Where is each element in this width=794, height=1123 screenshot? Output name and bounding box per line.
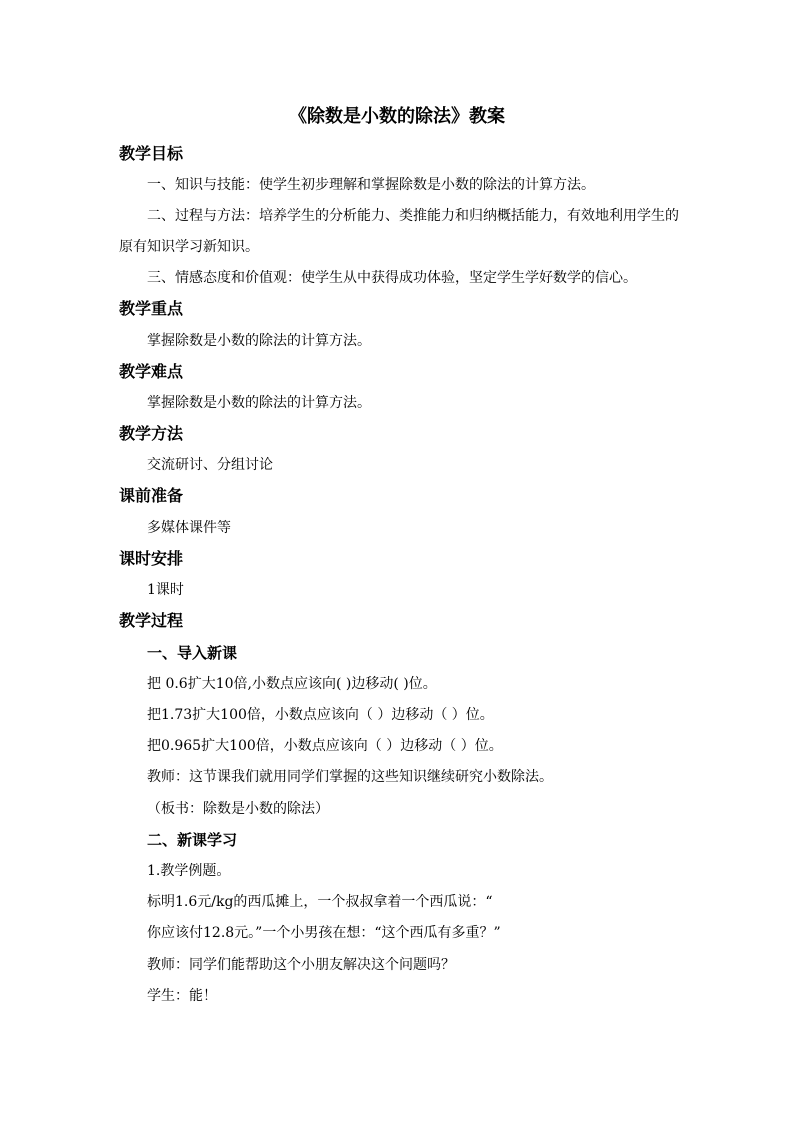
heading-goals: 教学目标: [119, 144, 184, 163]
heading-schedule: 课时安排: [119, 549, 184, 568]
question-1: 把 0.6扩大10倍,小数点应该向( )边移动( )位。: [147, 676, 437, 692]
goal-3: 三、情感态度和价值观：使学生从中获得成功体验，坚定学生学好数学的信心。: [147, 270, 637, 286]
question-2: 把1.73扩大100倍，小数点应该向（ ）边移动（ ）位。: [147, 707, 494, 723]
example-line-b: 你应该付12.8元。”一个小男孩在想：“这个西瓜有多重？”: [147, 925, 501, 941]
teacher-line-2: 教师：同学们能帮助这个小朋友解决这个问题吗？: [147, 957, 455, 973]
heading-process: 教学过程: [119, 611, 184, 630]
student-line: 学生：能！: [147, 988, 217, 1004]
heading-method: 教学方法: [119, 424, 184, 443]
teacher-line-1: 教师：这节课我们就用同学们掌握的这些知识继续研究小数除法。: [147, 769, 553, 785]
part2-heading: 二、新课学习: [147, 831, 238, 849]
heading-key-points: 教学重点: [119, 299, 184, 318]
goal-1: 一、知识与技能：使学生初步理解和掌握除数是小数的除法的计算方法。: [147, 177, 595, 193]
difficulties-text: 掌握除数是小数的除法的计算方法。: [147, 395, 371, 411]
board-note: （板书：除数是小数的除法）: [147, 801, 329, 817]
schedule-text: 1课时: [147, 582, 184, 598]
heading-difficulties: 教学难点: [119, 362, 184, 381]
page-title: 《除数是小数的除法》教案: [289, 106, 505, 127]
question-3: 把0.965扩大100倍，小数点应该向（ ）边移动（ ）位。: [147, 738, 503, 754]
key-points-text: 掌握除数是小数的除法的计算方法。: [147, 333, 371, 349]
goal-2b: 原有知识学习新知识。: [119, 239, 259, 255]
method-text: 交流研讨、分组讨论: [147, 457, 273, 473]
heading-preparation: 课前准备: [119, 486, 184, 505]
goal-2a: 二、过程与方法：培养学生的分析能力、类推能力和归纳概括能力，有效地利用学生的: [147, 208, 679, 224]
preparation-text: 多媒体课件等: [147, 520, 231, 536]
example-heading: 1.教学例题。: [147, 863, 231, 879]
part1-heading: 一、导入新课: [147, 644, 238, 662]
example-line-a: 标明1.6元/kg的西瓜摊上，一个叔叔拿着一个西瓜说：“: [147, 894, 493, 910]
